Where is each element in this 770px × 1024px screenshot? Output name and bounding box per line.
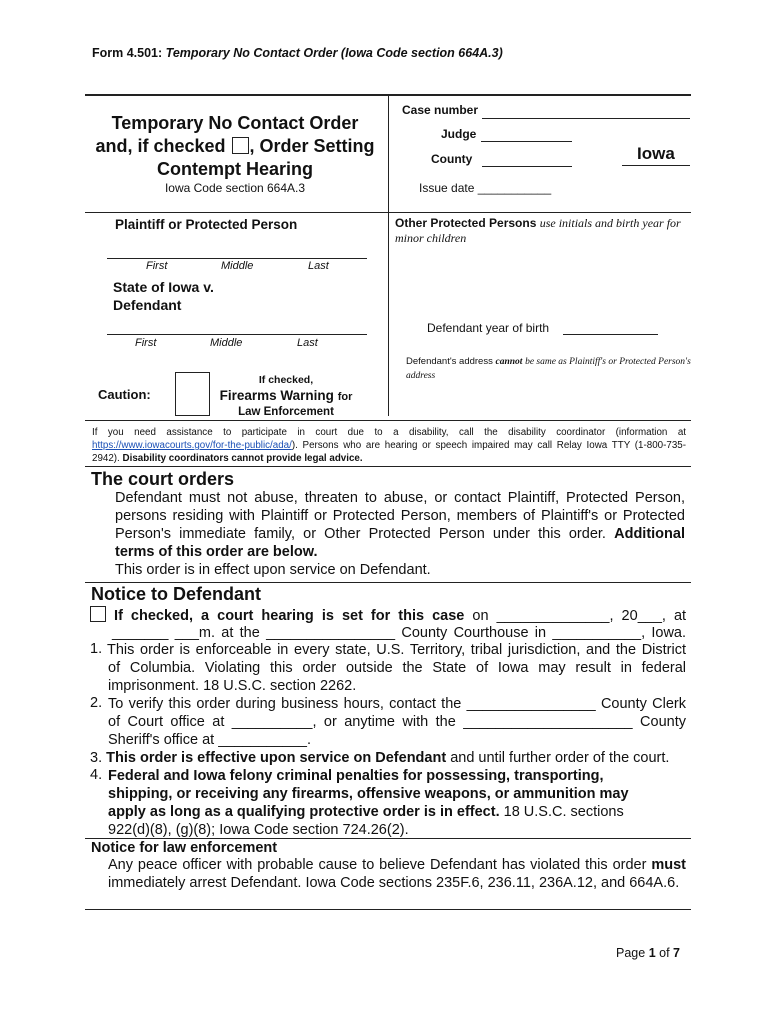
defendant-name-field[interactable] <box>107 334 367 335</box>
judge-label: Judge <box>441 127 477 141</box>
plaintiff-label: Plaintiff or Protected Person <box>115 217 298 232</box>
hearing-line2: _______ ___m. at the ________________ County Courthouse in ___________, Iowa. <box>112 625 687 641</box>
form-title: Temporary No Contact Order (Iowa Code section 664A.3) <box>165 46 503 60</box>
title-line3: Contempt Hearing <box>156 159 313 179</box>
hearing-county-field[interactable]: ________________ <box>266 625 396 641</box>
law-enforcement-para: Any peace officer with probable cause to believe Defendant has violated this order must immediately arrest Defendant. Iowa Code sections 235F.6, 236.11, 236A.12, and 664A.6. <box>108 857 686 891</box>
ada-link[interactable]: https://www.iowacourts.gov/for-the-public/ada/ <box>92 440 292 451</box>
law-enforcement-rule <box>85 838 691 839</box>
contempt-hearing-checkbox[interactable] <box>232 137 249 154</box>
vertical-divider <box>388 96 389 416</box>
case-number-field[interactable] <box>482 118 690 119</box>
plaintiff-last-label: Last <box>308 260 329 272</box>
form-header <box>92 46 503 60</box>
issue-date-field[interactable]: ___________ <box>477 181 552 195</box>
hearing-line1: If checked, a court hearing is set for this case on ______________, 20___, at <box>90 606 686 625</box>
plaintiff-name-field[interactable] <box>107 258 367 259</box>
state-value: Iowa <box>637 144 675 163</box>
law-enforcement-heading: Notice for law enforcement <box>91 840 278 856</box>
defendant-year-field[interactable] <box>563 334 658 335</box>
firearms-warning-text: If checked, Firearms Warning for Law Enforcement <box>219 374 353 418</box>
title-code: Iowa Code section 664A.3 <box>164 181 306 195</box>
plaintiff-first-label: First <box>146 260 168 272</box>
title-line2: and, if checked , Order Setting <box>95 136 375 156</box>
hearing-checkbox[interactable] <box>90 606 106 622</box>
county-label: County <box>431 152 473 166</box>
defendant-address-note: Defendant's address cannot be same as Plaintiff's or Protected Person's address <box>406 356 691 381</box>
item3: 3. This order is effective upon service on Defendant and until further order of the court. <box>90 750 670 766</box>
hearing-city-field[interactable]: ___________ <box>552 625 642 641</box>
item2-number: 2. <box>90 695 103 711</box>
other-protected-note: use initials and birth year for minor children <box>395 216 681 245</box>
plaintiff-middle-label: Middle <box>221 260 254 272</box>
hearing-date-field[interactable]: ______________ <box>496 608 610 624</box>
case-number-label: Case number <box>402 103 479 117</box>
state-of-iowa-v: State of Iowa v. Defendant <box>113 279 214 313</box>
judge-field[interactable] <box>481 141 572 142</box>
other-protected-persons <box>395 216 690 246</box>
notice-heading: Notice to Defendant <box>91 584 262 604</box>
clerk-phone-field[interactable]: __________ <box>231 714 313 730</box>
order-title <box>85 112 385 181</box>
title-line1: Temporary No Contact Order <box>111 113 359 133</box>
parties-rule <box>85 212 691 213</box>
item4-number: 4. <box>90 767 103 783</box>
defendant-first-label: First <box>135 337 157 349</box>
item1-number: 1. <box>90 641 103 657</box>
bottom-rule <box>85 909 691 910</box>
sheriff-county-field[interactable]: _____________________ <box>463 714 633 730</box>
clerk-county-field[interactable]: ________________ <box>466 696 596 712</box>
sheriff-phone-field[interactable]: ___________ <box>218 732 307 748</box>
court-orders-para: Defendant must not abuse, threaten to abuse, or contact Plaintiff, Protected Person, persons residing with Plaintiff or Protected Person, members of Plaintiff's or Protected Person's immediate family, or Other Protected Person under this order. Additional terms of this order are below. <box>115 490 685 560</box>
defendant-middle-label: Middle <box>210 337 243 349</box>
form-id: Form 4.501: <box>92 46 163 60</box>
page-number: Page 1 of 7 <box>616 946 680 960</box>
firearms-warning-checkbox[interactable] <box>175 372 210 416</box>
item4-text: Federal and Iowa felony criminal penalties for possessing, transporting, shipping, or receiving any firearms, offensive weapons, or ammunition may apply as long as a qualifying protective order is in effect. 18 U.S.C. sections 922(d)(8), (g)(8); Iowa Code section 724.26(2). <box>108 768 629 838</box>
defendant-last-label: Last <box>297 337 318 349</box>
court-orders-effective: This order is in effect upon service on Defendant. <box>115 562 431 578</box>
ada-rule <box>85 420 691 421</box>
defendant-year-label: Defendant year of birth <box>427 321 550 335</box>
notice-rule <box>85 582 691 583</box>
state-underline <box>622 165 690 166</box>
other-protected-label: Other Protected Persons <box>395 216 537 230</box>
caution-label: Caution: <box>98 387 151 402</box>
issue-date-label: Issue date ___________ <box>419 181 552 195</box>
court-orders-rule <box>85 466 691 467</box>
ada-notice: If you need assistance to participate in court due to a disability, call the disability coordinator (information at https://www.iowacourts.gov/for-the-public/ada/). Persons who are hearing or speech impaired may call Relay Iowa TTY (1-800-735- 2942). Disability coordinators cannot provide legal advice. <box>92 427 686 464</box>
item1-text: This order is enforceable in every state, U.S. Territory, tribal jurisdiction, and the District of Columbia. Violating this order outside the State of Iowa may result in federal imprisonment. 18 U.S.C. section 2262. <box>107 642 686 694</box>
hearing-time-field[interactable]: _______ ___m. at the <box>112 625 260 641</box>
court-orders-heading: The court orders <box>91 469 235 489</box>
item2-text: To verify this order during business hours, contact the ________________ County Clerk of Court office at __________, or anytime with the _____________________ County Sheriff's office at ___________. <box>108 696 686 748</box>
county-field[interactable] <box>482 166 572 167</box>
